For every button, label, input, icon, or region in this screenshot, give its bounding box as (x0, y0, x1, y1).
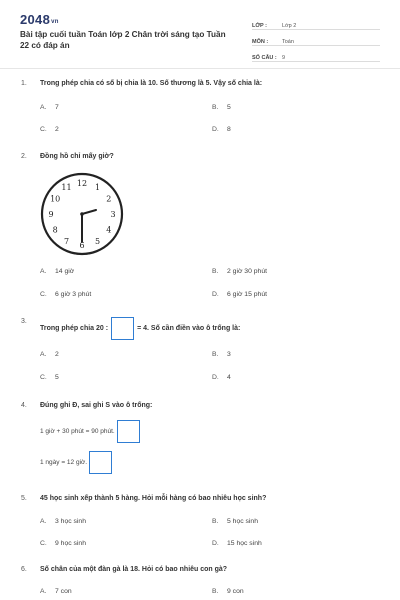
page-title: Bài tập cuối tuần Toán lớp 2 Chân trời sáng tạo Tuần 22 có đáp án (20, 30, 226, 50)
question-text: Số chân của một đàn gà là 18. Hỏi có bao nhiêu con gà? (40, 566, 228, 573)
option-text: 15 học sinh (227, 540, 262, 547)
question-text-after: = 4. Số cần điền vào ô trống là: (137, 325, 241, 332)
answer-box[interactable] (117, 420, 140, 443)
option-letter: C. (40, 126, 47, 133)
option-c[interactable] (40, 374, 59, 381)
clock-numeral: 4 (106, 225, 112, 235)
question-text (40, 317, 240, 340)
option-letter: A. (40, 518, 47, 525)
option-c[interactable] (40, 540, 86, 547)
meta-row-count (252, 46, 380, 62)
option-text: 14 giờ (55, 268, 75, 275)
option-letter: A. (40, 104, 47, 111)
clock-numeral: 12 (76, 179, 88, 188)
option-letter: D. (212, 126, 219, 133)
option-a[interactable] (40, 518, 86, 525)
logo-text: 2048 (20, 12, 51, 27)
option-text: 7 con (55, 588, 72, 595)
meta-value: 9 (282, 55, 286, 61)
clock-numeral: 5 (94, 236, 101, 246)
question-number: 2. (21, 153, 27, 160)
meta-key: MÔN : (252, 39, 269, 45)
option-text: 5 học sinh (227, 518, 258, 525)
option-text: 2 (55, 351, 59, 358)
option-text: 2 giờ 30 phút (227, 268, 267, 275)
question-number: 5. (21, 495, 27, 502)
option-b[interactable] (212, 104, 231, 111)
option-d[interactable] (212, 374, 231, 381)
question-text: 45 học sinh xếp thành 5 hàng. Hỏi mỗi hàng có bao nhiêu học sinh? (40, 495, 267, 502)
statement-text: 1 ngày = 12 giờ. (40, 459, 88, 466)
option-text: 6 giờ 15 phút (227, 291, 267, 298)
clock-numeral: 7 (63, 236, 70, 246)
option-text: 7 (55, 104, 59, 111)
option-d[interactable] (212, 540, 262, 547)
meta-row-class (252, 14, 380, 30)
clock-numeral: 8 (52, 225, 58, 235)
clock-numeral: 3 (110, 210, 116, 219)
clock-image (40, 172, 124, 256)
question-number: 3. (21, 318, 27, 325)
clock-numeral: 2 (106, 194, 112, 204)
question-text: Đúng ghi Đ, sai ghi S vào ô trống: (40, 402, 153, 409)
option-a[interactable] (40, 588, 72, 595)
option-letter: B. (212, 518, 219, 525)
clock-numeral: 11 (61, 183, 72, 193)
option-text: 9 con (227, 588, 244, 595)
option-letter: B. (212, 268, 219, 275)
option-c[interactable] (40, 126, 59, 133)
option-letter: B. (212, 588, 219, 595)
option-text: 5 (55, 374, 59, 381)
option-letter: A. (40, 588, 47, 595)
option-letter: C. (40, 540, 47, 547)
site-logo[interactable] (20, 12, 59, 27)
clock-numeral: 10 (50, 194, 61, 204)
clock-numeral: 6 (79, 241, 85, 250)
option-a[interactable] (40, 351, 59, 358)
meta-row-subject (252, 30, 380, 46)
option-text: 3 học sinh (55, 518, 86, 525)
option-letter: C. (40, 374, 47, 381)
option-d[interactable] (212, 291, 267, 298)
option-letter: A. (40, 268, 47, 275)
option-text: 2 (55, 126, 59, 133)
question-text: Trong phép chia có số bị chia là 10. Số thương là 5. Vậy số chia là: (40, 80, 263, 87)
meta-key: LỚP : (252, 23, 267, 29)
logo-suffix: vn (51, 19, 59, 25)
question-text: Đồng hồ chỉ mấy giờ? (40, 153, 114, 160)
option-b[interactable] (212, 588, 244, 595)
option-b[interactable] (212, 268, 267, 275)
question-text-before: Trong phép chia 20 : (40, 325, 109, 332)
header-divider (0, 68, 400, 69)
clock-numeral: 9 (48, 210, 54, 219)
question-number: 4. (21, 402, 27, 409)
option-text: 9 học sinh (55, 540, 86, 547)
answer-box[interactable] (111, 317, 134, 340)
statement-2 (40, 451, 112, 474)
option-text: 4 (227, 374, 231, 381)
question-number: 1. (21, 80, 27, 87)
meta-key: SỐ CÂU : (252, 55, 277, 61)
statement-1 (40, 420, 140, 443)
question-number: 6. (21, 566, 27, 573)
clock-center (80, 212, 84, 216)
option-a[interactable] (40, 268, 74, 275)
answer-box[interactable] (89, 451, 112, 474)
option-a[interactable] (40, 104, 59, 111)
option-text: 6 giờ 3 phút (55, 291, 92, 298)
meta-info (252, 14, 380, 62)
option-d[interactable] (212, 126, 231, 133)
option-letter: D. (212, 291, 219, 298)
meta-value: Toán (282, 39, 294, 45)
clock-numeral: 1 (94, 183, 101, 193)
meta-value: Lớp 2 (282, 23, 297, 29)
option-text: 5 (227, 104, 231, 111)
statement-text: 1 giờ + 30 phút = 90 phút. (40, 428, 115, 435)
option-letter: A. (40, 351, 47, 358)
option-letter: C. (40, 291, 47, 298)
option-b[interactable] (212, 351, 231, 358)
option-b[interactable] (212, 518, 258, 525)
option-letter: D. (212, 540, 219, 547)
option-text: 3 (227, 351, 231, 358)
option-letter: B. (212, 104, 219, 111)
option-text: 8 (227, 126, 231, 133)
option-letter: D. (212, 374, 219, 381)
page-header (0, 0, 400, 70)
option-c[interactable] (40, 291, 91, 298)
option-letter: B. (212, 351, 219, 358)
